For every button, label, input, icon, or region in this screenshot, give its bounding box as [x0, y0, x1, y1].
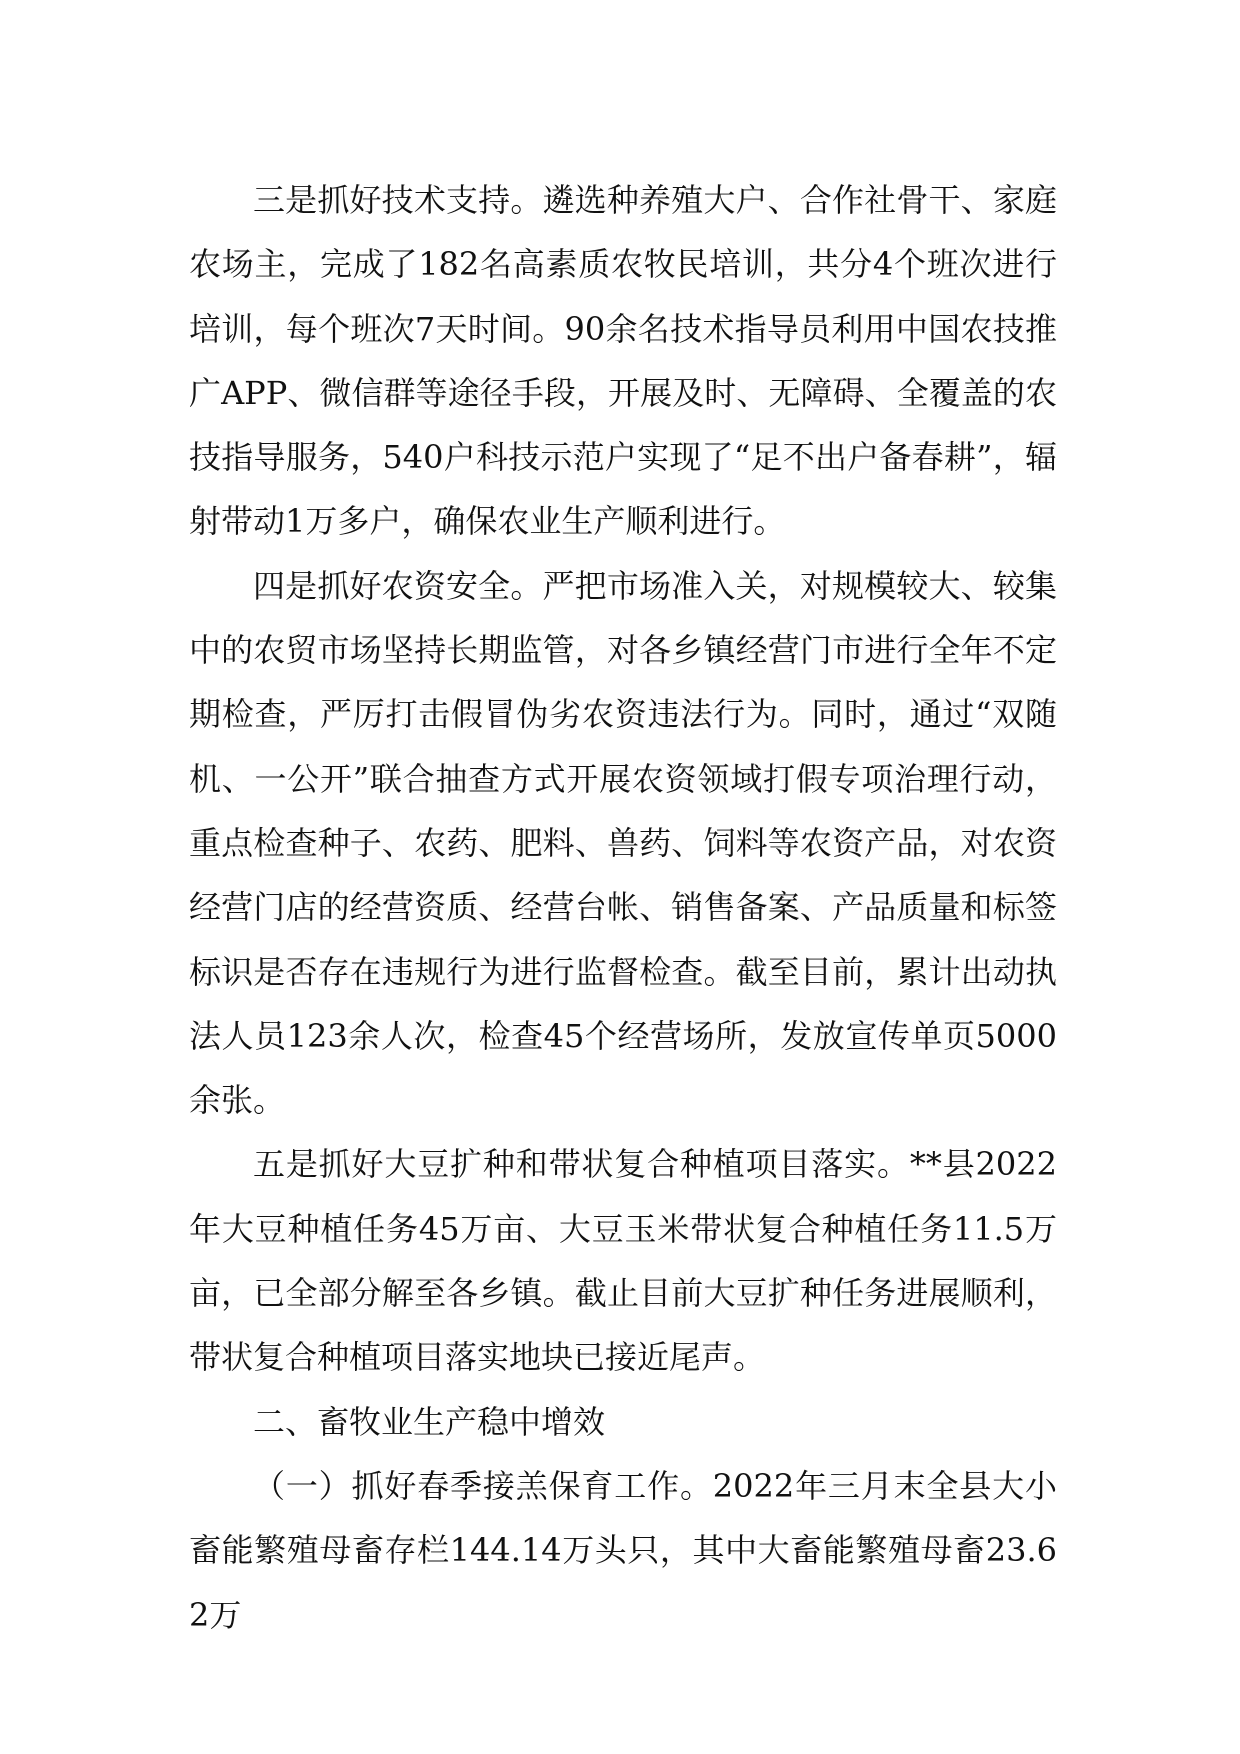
section-heading-livestock: 二、畜牧业生产稳中增效: [253, 1402, 606, 1441]
paragraph-agri-supplies-safety: 四是抓好农资安全。严把市场准入关，对规模较大、较集中的农贸市场坚持长期监管，对各乡镇经营门市进行全年不定期检查，严厉打击假冒伪劣农资违法行为。同时，通过“双随机、一公开”联合抽查方式开展农资领域打假专项治理行动，重点检查种子、农药、肥料、兽药、饲料等农资产品，对农资经营门店的经营资质、经营台帐、销售备案、产品质量和标签标识是否存在违规行为进行监督检查。截至目前，累计出动执法人员123余人次，检查45个经营场所，发放宣传单页5000余张。: [189, 566, 1057, 1120]
paragraph-spring-lambing: （一）抓好春季接羔保育工作。2022年三月末全县大小畜能繁殖母畜存栏144.14万头只，其中大畜能繁殖母畜23.62万: [189, 1466, 1057, 1634]
paragraph-tech-support: 三是抓好技术支持。遴选种养殖大户、合作社骨干、家庭农场主，完成了182名高素质农牧民培训，共分4个班次进行培训，每个班次7天时间。90余名技术指导员利用中国农技推广APP、微信群等途径手段，开展及时、无障碍、全覆盖的农技指导服务，540户科技示范户实现了“足不出户备春耕”，辐射带动1万多户，确保农业生产顺利进行。: [189, 181, 1057, 541]
paragraph-soybean-planting: 五是抓好大豆扩种和带状复合种植项目落实。**县2022年大豆种植任务45万亩、大豆玉米带状复合种植任务11.5万亩，已全部分解至各乡镇。截止目前大豆扩种任务进展顺利，带状复合种植项目落实地块已接近尾声。: [189, 1145, 1057, 1377]
document-body: [189, 168, 1057, 1647]
